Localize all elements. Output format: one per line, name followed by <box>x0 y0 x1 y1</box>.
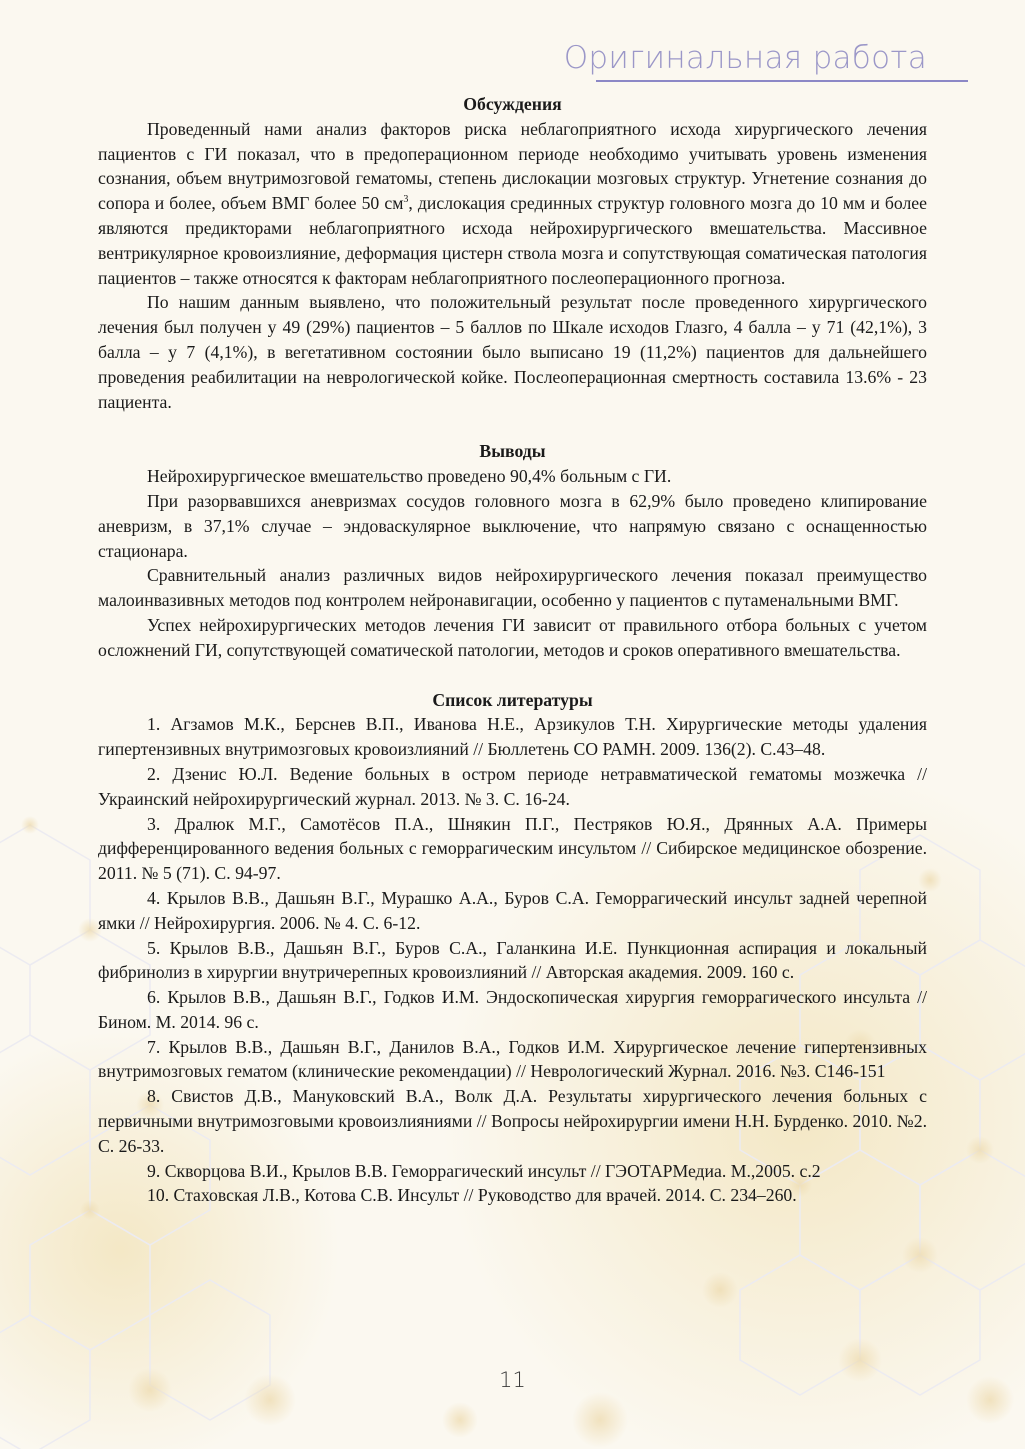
reference-item: 2. Дзенис Ю.Л. Ведение больных в остром периоде нетравматической гематомы мозжечка // Украинский нейрохирургический журнал. 2013. № 3. С. 16-24. <box>98 763 927 809</box>
discussion-paragraph: По нашим данным выявлено, что положительный результат после проведенного хирургического лечения был получен у 49 (29%) пациентов – 5 баллов по Шкале исходов Глазго, 4 балла – у 71 (42,1%), 3 балла – у 7 (4,1%), в вегетативном состоянии было выписано 19 (11,2%) пациентов для дальнейшего проведения реабилитации на неврологической койке. Послеоперационная смертность составила 13.6% - 23 пациента. <box>98 292 927 412</box>
conclusion-paragraph: При разорвавшихся аневризмах сосудов головного мозга в 62,9% было проведено клипирование аневризм, в 37,1% случае – эндоваскулярное выключение, что напрямую связано с оснащенностью стационара. <box>98 490 927 561</box>
reference-item: 3. Дралюк М.Г., Самотёсов П.А., Шнякин П.Г., Пестряков Ю.Я., Дрянных А.А. Примеры дифференцированного ведения больных с геморрагическим инсультом // Сибирское медицинское обозрение. 2011. № 5 (71). С. 94-97. <box>98 813 927 884</box>
header-rule <box>596 80 968 82</box>
spacer <box>98 663 927 688</box>
conclusion-paragraph: Успех нейрохирургических методов лечения ГИ зависит от правильного отбора больных с учетом осложнений ГИ, сопутствующей соматической патологии, методов и сроков оперативного вмешательства. <box>98 614 927 660</box>
reference-item: 6. Крылов В.В., Дашьян В.Г., Годков И.М. Эндоскопическая хирургия геморрагического инсульта // Бином. М. 2014. 96 с. <box>98 987 927 1032</box>
superscript: 3 <box>403 194 409 206</box>
discussion-heading: Обсуждения <box>463 94 562 114</box>
discussion-paragraph <box>98 117 927 291</box>
discussion-paragraph-continued: , дислокация срединных структур головного мозга до 10 мм и более являются предикторами неблагоприятного исхода нейрохирургического вмешательства. Массивное вентрикулярное кровоизлияние, деформация цистерн ствола мозга и сопутствующая соматическая патология пациентов – также относятся к факторам неблагоприятного послеоперационного прогноза. <box>98 193 927 288</box>
reference-item: 1. Агзамов М.К., Берснев В.П., Иванова Н.Е., Арзикулов Т.Н. Хирургические методы удаления гипертензивных внутримозговых кровоизлияний // Бюллетень СО РАМН. 2009. 136(2). С.43–48. <box>98 714 927 760</box>
discussion-paragraph-text: Проведенный нами анализ факторов риска неблагоприятного исхода хирургического лечения пациентов с ГИ показал, что в предоперационном периоде необходимо учитывать уровень изменения сознания, объем внутримозговой гематомы, степень дислокации мозговых структур. Угнетение сознания до сопора и более, объем ВМГ более 50 см <box>98 118 927 214</box>
conclusions-heading: Выводы <box>479 441 546 462</box>
reference-item: 10. Стаховская Л.В., Котова С.В. Инсульт // Руководство для врачей. 2014. С. 234–260. <box>147 1185 797 1206</box>
reference-item: 5. Крылов В.В., Дашьян В.Г., Буров С.А., Галанкина И.Е. Пункционная аспирация и локальный фибринолиз в хирургии внутричерепных кровоизлияний // Авторская академия. 2009. 160 с. <box>98 937 927 983</box>
page-number: 11 <box>499 1368 526 1392</box>
conclusion-paragraph: Нейрохирургическое вмешательство проведено 90,4% больным с ГИ. <box>147 466 672 487</box>
article-body <box>98 92 927 1208</box>
spacer <box>98 414 927 439</box>
reference-item: 7. Крылов В.В., Дашьян В.Г., Данилов В.А., Годков И.М. Хирургическое лечение гипертензивных внутримозговых гематом (клинические рекомендации) // Неврологический Журнал. 2016. №3. С146-151 <box>98 1036 927 1082</box>
references-heading: Список литературы <box>432 689 593 710</box>
reference-item: 4. Крылов В.В., Дашьян В.Г., Мурашко А.А., Буров С.А. Геморрагический инсульт задней черепной ямки // Нейрохирургия. 2006. № 4. С. 6-12. <box>98 887 927 933</box>
reference-item: 9. Скворцова В.И., Крылов В.В. Геморрагический инсульт // ГЭОТАРМедиа. М.,2005. с.2 <box>147 1160 821 1181</box>
conclusion-paragraph: Сравнительный анализ различных видов нейрохирургического лечения показал преимущество малоинвазивных методов под контролем нейронавигации, особенно у пациентов с путаменальными ВМГ. <box>98 565 927 611</box>
reference-item: 8. Свистов Д.В., Мануковский В.А., Волк Д.А. Результаты хирургического лечения больных с первичными внутримозговыми кровоизлияниями // Вопросы нейрохирургии имени Н.Н. Бурденко. 2010. №2. С. 26-33. <box>98 1086 927 1156</box>
section-header: Оригинальная работа <box>563 40 927 76</box>
